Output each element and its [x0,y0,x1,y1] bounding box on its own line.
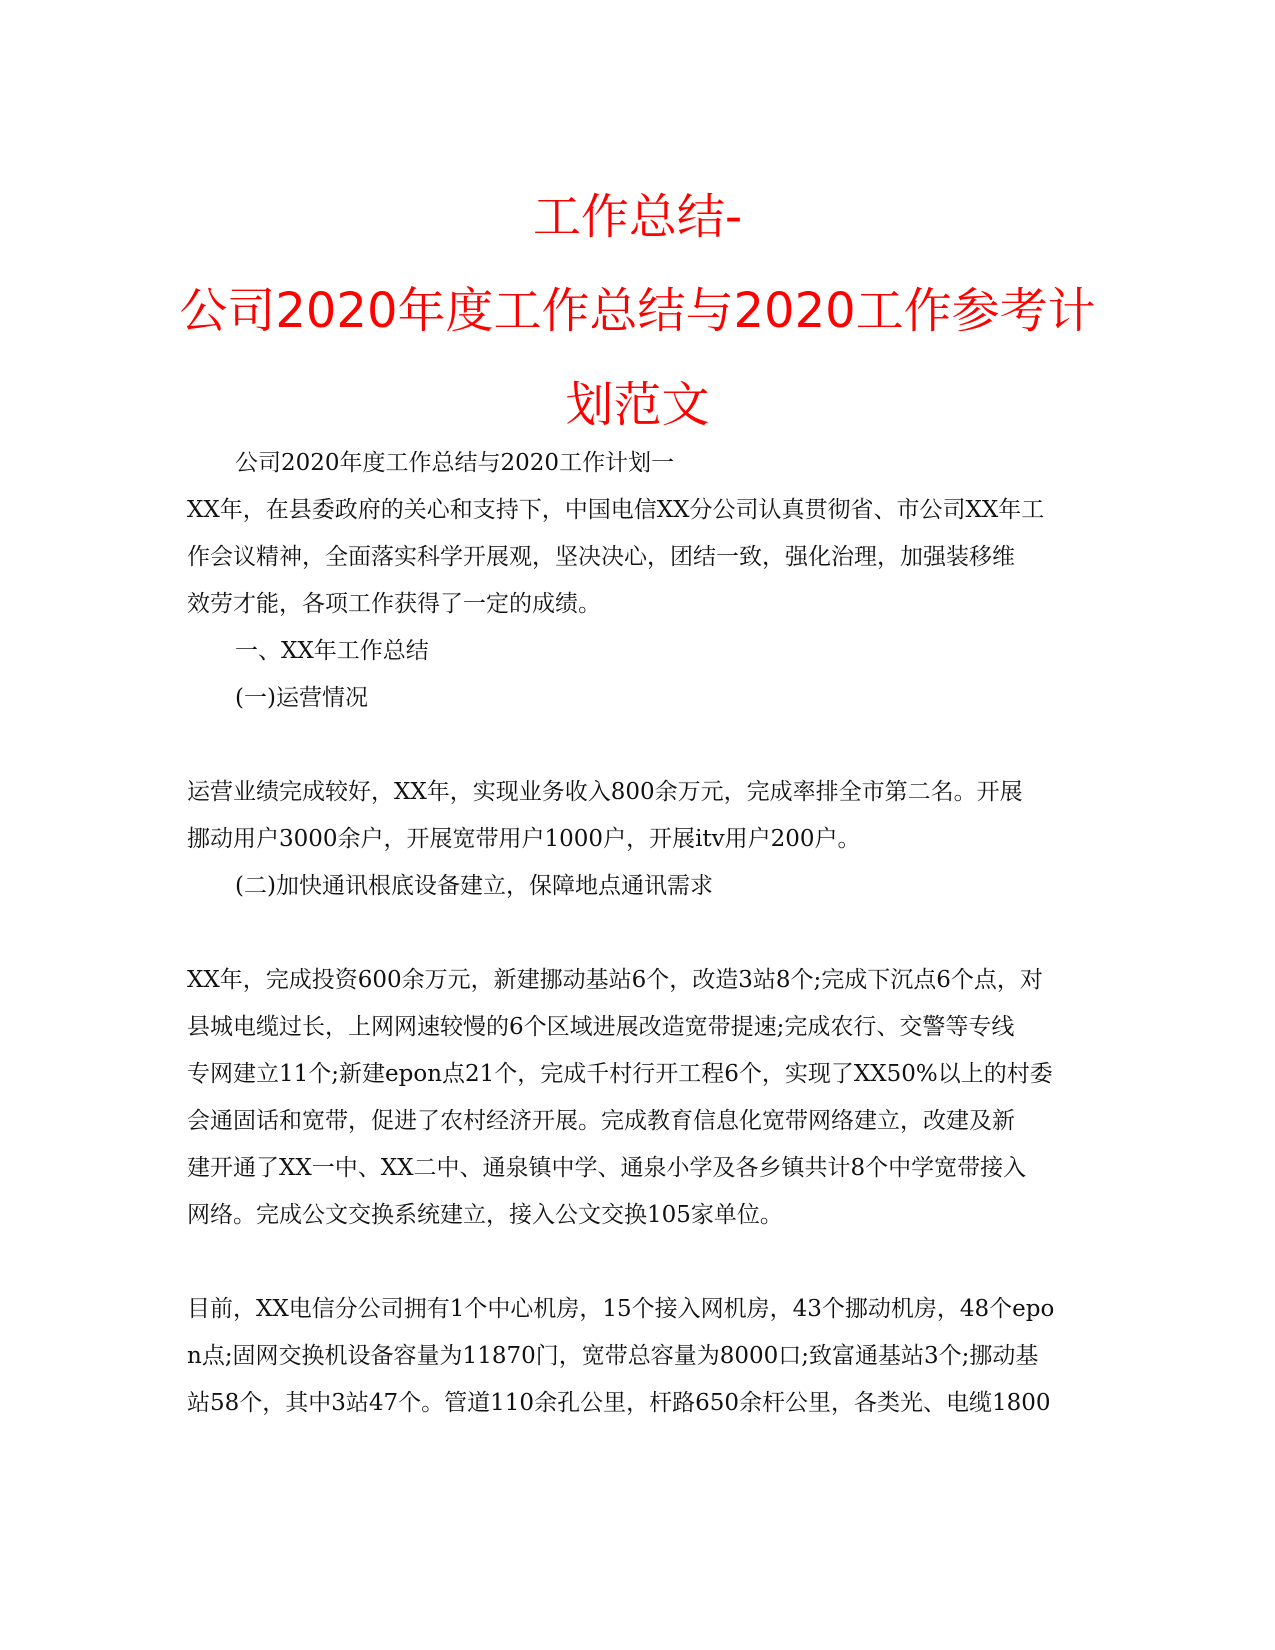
paragraph-3-line-3: 专网建立11个;新建epon点21个，完成千村行开工程6个，实现了XX50%以上的村委 [187,1061,1053,1087]
document-body [187,440,1087,1427]
paragraph-2-line-2: 挪动用户3000余户，开展宽带用户1000户，开展itv用户200户。 [187,826,861,852]
title-line-1: 工作总结- [532,189,743,245]
paragraph-1-line-2: 作会议精神，全面落实科学开展观，坚决决心，团结一致，强化治理，加强装移维 [187,544,1015,570]
title-line-2: 公司2020年度工作总结与2020工作参考计 [179,283,1096,339]
paragraph-1-line-3: 效劳才能，各项工作获得了一定的成绩。 [187,591,601,617]
paragraph-3-line-2: 县城电缆过长，上网网速较慢的6个区域进展改造宽带提速;完成农行、交警等专线 [187,1014,1015,1040]
paragraph-3-line-5: 建开通了XX一中、XX二中、通泉镇中学、通泉小学及各乡镇共计8个中学宽带接入 [187,1155,1027,1181]
subtitle-line: 公司2020年度工作总结与2020工作计划一 [235,450,675,476]
paragraph-4-line-3: 站58个，其中3站47个。管道110余孔公里，杆路650余杆公里，各类光、电缆1800 [187,1390,1051,1416]
paragraph-3-line-4: 会通固话和宽带，促进了农村经济开展。完成教育信息化宽带网络建立，改建及新 [187,1108,1015,1134]
document-title [150,170,1125,452]
paragraph-3-line-1: XX年，完成投资600余万元，新建挪动基站6个，改造3站8个;完成下沉点6个点，对 [187,967,1043,993]
paragraph-2-line-1: 运营业绩完成较好，XX年，实现业务收入800余万元，完成率排全市第二名。开展 [187,779,1023,805]
paragraph-4-line-1: 目前，XX电信分公司拥有1个中心机房，15个接入网机房，43个挪动机房，48个epo [187,1296,1055,1322]
subsection-heading-1: (一)运营情况 [235,685,368,711]
paragraph-gap [187,910,1087,957]
paragraph-3-line-6: 网络。完成公文交换系统建立，接入公文交换105家单位。 [187,1202,783,1228]
paragraph-4-line-2: n点;固网交换机设备容量为11870门，宽带总容量为8000口;致富通基站3个;挪动基 [187,1343,1039,1369]
section-heading: 一、XX年工作总结 [235,638,429,664]
paragraph-1-line-1: XX年，在县委政府的关心和支持下，中国电信XX分公司认真贯彻省、市公司XX年工 [187,497,1045,523]
paragraph-gap [187,722,1087,769]
title-line-3: 划范文 [565,377,710,433]
paragraph-gap [187,1239,1087,1286]
subsection-heading-2: (二)加快通讯根底设备建立，保障地点通讯需求 [235,873,713,899]
